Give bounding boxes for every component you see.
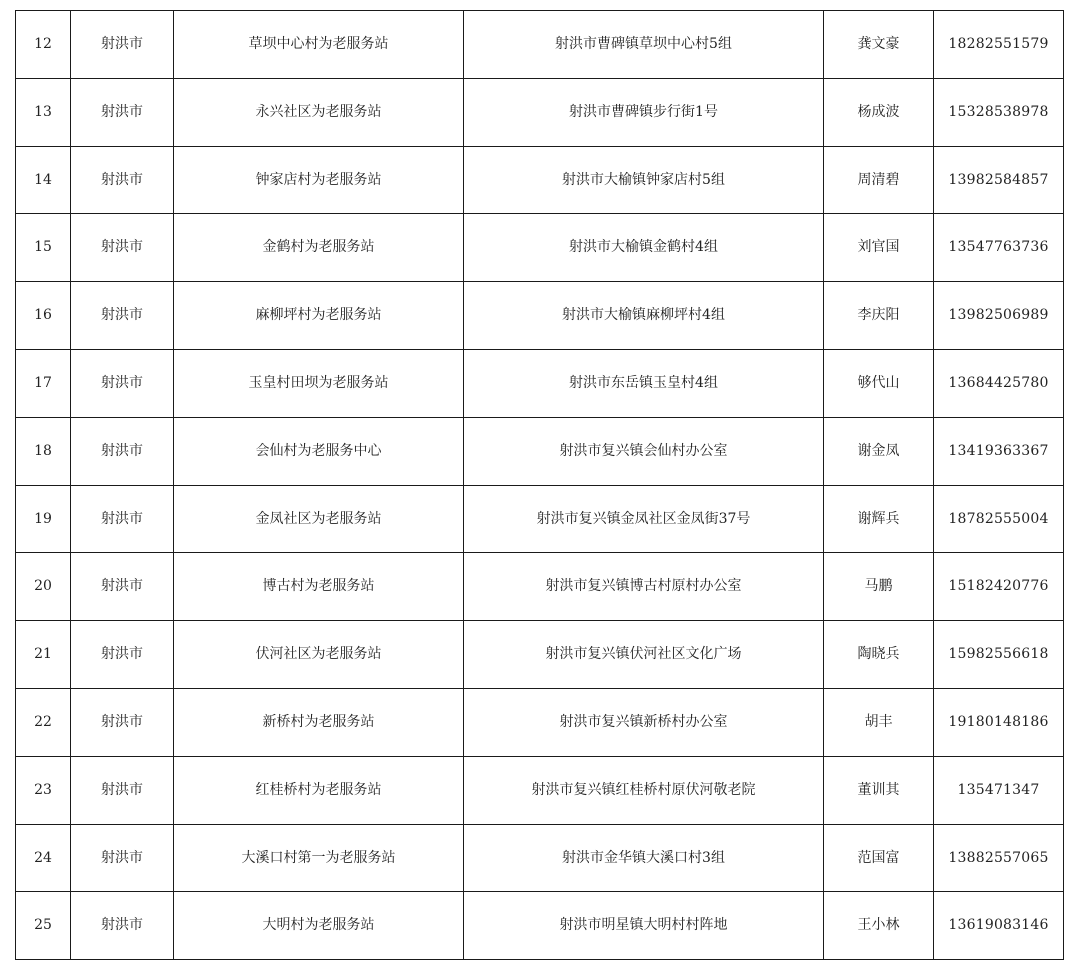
address-cell: 射洪市金华镇大溪口村3组 (464, 824, 824, 892)
service-station-table (15, 10, 1064, 960)
city-cell: 射洪市 (71, 214, 174, 282)
table-row (16, 214, 1064, 282)
address-cell: 射洪市明星镇大明村村阵地 (464, 892, 824, 960)
contact-person-cell: 李庆阳 (824, 282, 934, 350)
row-number-cell: 24 (16, 824, 71, 892)
contact-person-cell: 胡丰 (824, 688, 934, 756)
city-cell: 射洪市 (71, 11, 174, 79)
address-cell: 射洪市复兴镇会仙村办公室 (464, 417, 824, 485)
station-name-cell: 新桥村为老服务站 (174, 688, 464, 756)
station-name-cell: 大溪口村第一为老服务站 (174, 824, 464, 892)
row-number-cell: 16 (16, 282, 71, 350)
contact-person-cell: 范国富 (824, 824, 934, 892)
station-name-cell: 金鹤村为老服务站 (174, 214, 464, 282)
contact-person-cell: 够代山 (824, 349, 934, 417)
contact-person-cell: 陶晓兵 (824, 621, 934, 689)
address-cell: 射洪市曹碑镇草坝中心村5组 (464, 11, 824, 79)
contact-person-cell: 董训其 (824, 756, 934, 824)
address-cell: 射洪市复兴镇博古村原村办公室 (464, 553, 824, 621)
table-row (16, 824, 1064, 892)
station-name-cell: 玉皇村田坝为老服务站 (174, 349, 464, 417)
row-number-cell: 21 (16, 621, 71, 689)
phone-cell: 13684425780 (934, 349, 1064, 417)
city-cell: 射洪市 (71, 824, 174, 892)
contact-person-cell: 谢金凤 (824, 417, 934, 485)
address-cell: 射洪市大榆镇钟家店村5组 (464, 146, 824, 214)
contact-person-cell: 马鹏 (824, 553, 934, 621)
row-number-cell: 14 (16, 146, 71, 214)
table-row (16, 892, 1064, 960)
contact-person-cell: 王小林 (824, 892, 934, 960)
row-number-cell: 22 (16, 688, 71, 756)
phone-cell: 13547763736 (934, 214, 1064, 282)
row-number-cell: 23 (16, 756, 71, 824)
table-row (16, 688, 1064, 756)
address-cell: 射洪市复兴镇红桂桥村原伏河敬老院 (464, 756, 824, 824)
phone-cell: 19180148186 (934, 688, 1064, 756)
city-cell: 射洪市 (71, 417, 174, 485)
city-cell: 射洪市 (71, 282, 174, 350)
row-number-cell: 12 (16, 11, 71, 79)
city-cell: 射洪市 (71, 688, 174, 756)
phone-cell: 15982556618 (934, 621, 1064, 689)
address-cell: 射洪市大榆镇麻柳坪村4组 (464, 282, 824, 350)
station-name-cell: 麻柳坪村为老服务站 (174, 282, 464, 350)
table-row (16, 78, 1064, 146)
station-name-cell: 博古村为老服务站 (174, 553, 464, 621)
station-name-cell: 永兴社区为老服务站 (174, 78, 464, 146)
contact-person-cell: 刘官国 (824, 214, 934, 282)
table-row (16, 417, 1064, 485)
phone-cell: 15328538978 (934, 78, 1064, 146)
table-row (16, 485, 1064, 553)
city-cell: 射洪市 (71, 621, 174, 689)
table-row (16, 621, 1064, 689)
table-row (16, 282, 1064, 350)
station-name-cell: 伏河社区为老服务站 (174, 621, 464, 689)
contact-person-cell: 周清碧 (824, 146, 934, 214)
city-cell: 射洪市 (71, 892, 174, 960)
address-cell: 射洪市东岳镇玉皇村4组 (464, 349, 824, 417)
table-row (16, 553, 1064, 621)
contact-person-cell: 杨成波 (824, 78, 934, 146)
city-cell: 射洪市 (71, 553, 174, 621)
city-cell: 射洪市 (71, 78, 174, 146)
phone-cell: 135471347 (934, 756, 1064, 824)
phone-cell: 15182420776 (934, 553, 1064, 621)
row-number-cell: 17 (16, 349, 71, 417)
station-name-cell: 金凤社区为老服务站 (174, 485, 464, 553)
address-cell: 射洪市复兴镇金凤社区金凤街37号 (464, 485, 824, 553)
address-cell: 射洪市复兴镇伏河社区文化广场 (464, 621, 824, 689)
address-cell: 射洪市曹碑镇步行街1号 (464, 78, 824, 146)
station-name-cell: 会仙村为老服务中心 (174, 417, 464, 485)
station-name-cell: 大明村为老服务站 (174, 892, 464, 960)
address-cell: 射洪市复兴镇新桥村办公室 (464, 688, 824, 756)
table-body (16, 11, 1064, 960)
city-cell: 射洪市 (71, 146, 174, 214)
phone-cell: 13982506989 (934, 282, 1064, 350)
city-cell: 射洪市 (71, 485, 174, 553)
contact-person-cell: 谢辉兵 (824, 485, 934, 553)
row-number-cell: 13 (16, 78, 71, 146)
row-number-cell: 15 (16, 214, 71, 282)
row-number-cell: 18 (16, 417, 71, 485)
table-row (16, 11, 1064, 79)
station-name-cell: 钟家店村为老服务站 (174, 146, 464, 214)
phone-cell: 18782555004 (934, 485, 1064, 553)
phone-cell: 13982584857 (934, 146, 1064, 214)
city-cell: 射洪市 (71, 349, 174, 417)
row-number-cell: 25 (16, 892, 71, 960)
phone-cell: 18282551579 (934, 11, 1064, 79)
station-name-cell: 红桂桥村为老服务站 (174, 756, 464, 824)
table-row (16, 146, 1064, 214)
contact-person-cell: 龚文豪 (824, 11, 934, 79)
phone-cell: 13419363367 (934, 417, 1064, 485)
city-cell: 射洪市 (71, 756, 174, 824)
table-row (16, 349, 1064, 417)
address-cell: 射洪市大榆镇金鹤村4组 (464, 214, 824, 282)
phone-cell: 13882557065 (934, 824, 1064, 892)
station-name-cell: 草坝中心村为老服务站 (174, 11, 464, 79)
table-row (16, 756, 1064, 824)
phone-cell: 13619083146 (934, 892, 1064, 960)
row-number-cell: 20 (16, 553, 71, 621)
row-number-cell: 19 (16, 485, 71, 553)
